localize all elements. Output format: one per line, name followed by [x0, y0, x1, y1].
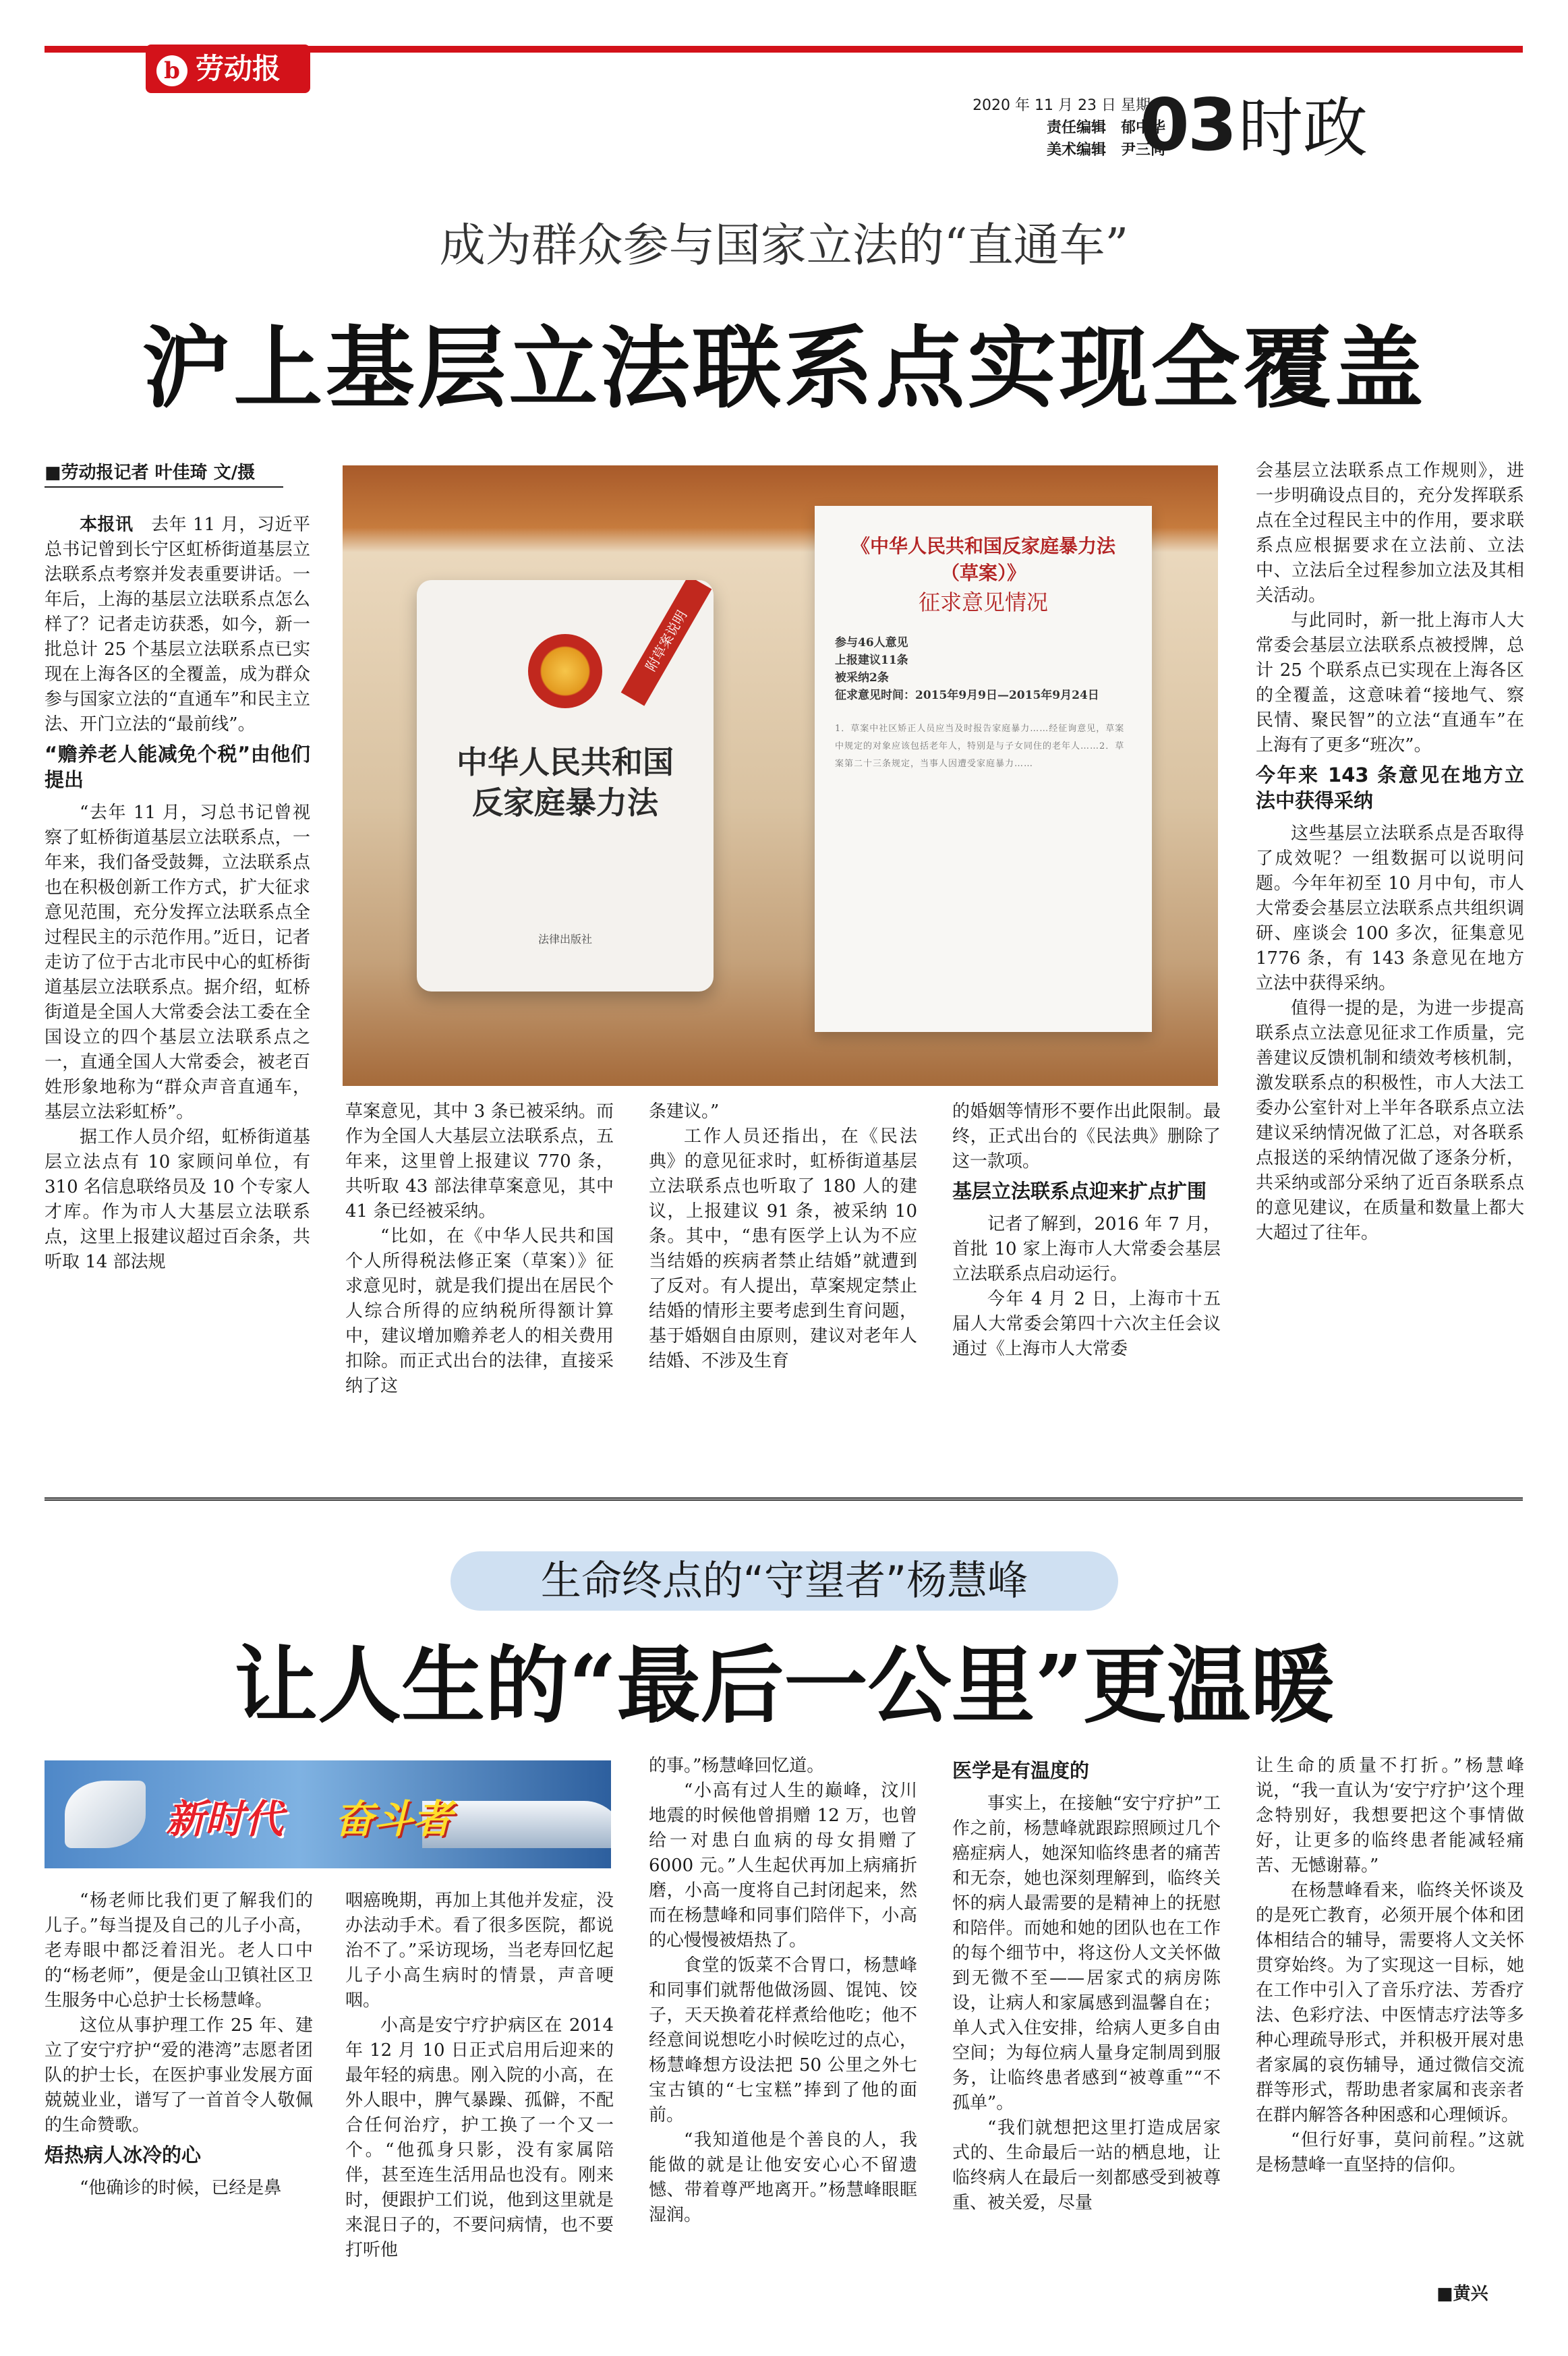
spacecraft-icon	[65, 1781, 146, 1848]
article2-col2	[345, 1889, 614, 2263]
paragraph: 草案意见，其中 3 条已被采纳。而作为全国人大基层立法联系点，五年来，这里曾上报建议 770 条，共听取 43 部法律草案意见，其中 41 条已经被采纳。	[345, 1101, 614, 1222]
book-title-line2: 反家庭暴力法	[472, 784, 658, 821]
page-section-name: 时政	[1238, 90, 1368, 166]
paragraph: 让生命的质量不打折。”杨慧峰说，“我一直认为‘安宁疗护’这个理念特别好，我想要把这个事情做好，让更多的临终患者能减轻痛苦、无憾谢幕。”	[1256, 1756, 1524, 1876]
paragraph: 值得一提的是，为进一步提高联系点立法意见征求工作质量，完善建议反馈机制和绩效考核机制，激发联系点的积极性，市人大法工委办公室针对上半年各联系点立法建议采纳情况做了汇总，对各联系点报送的采纳情况做了逐条分析，共采纳或部分采纳了近百条联系点的意见建议，在质量和数量上都大大超过了往年。	[1256, 998, 1524, 1243]
paragraph: 与此同时，新一批上海市人大常委会基层立法联系点被授牌，总计 25 个联系点已实现在上海各区的全覆盖，这意味着“接地气、察民情、聚民智”的立法“直通车”在上海有了更多“班次”。	[1256, 610, 1524, 755]
article2-col4	[952, 1754, 1221, 2216]
logo-text: 劳动报	[196, 52, 281, 85]
paragraph: 条建议。”	[649, 1101, 720, 1122]
article1-col5	[1256, 459, 1524, 1246]
paragraph: 事实上，在接触“安宁疗护”工作之前，杨慧峰就跟踪照顾过几个癌症病人，她深知临终患者的痛苦和无奈，她也深刻理解到，临终关怀的病人最需要的是精神上的抚慰和陪伴。而她和她的团队也在工作的每个细节中，将这份人文关怀做到无微不至——居家式的病房陈设，让病人和家属感到温馨自在；单人式入住安排，给病人更多自由空间；为每位病人量身定制周到服务，让临终患者感到“被尊重”“不孤单”。	[952, 1793, 1221, 2113]
series-banner	[45, 1760, 611, 1868]
paragraph: “小高有过人生的巅峰，汶川地震的时候他曾捐赠 12 万，也曾给一对患白血病的母女捐赠了 6000 元。”人生起伏再加上病痛折磨，小高一度将自己封闭起来，然而在杨慧峰和同事们陪伴下，小高的心慢慢被焐热了。	[649, 1781, 917, 1951]
editor-line: 责任编辑 郁中华	[1046, 119, 1165, 136]
paragraph: “我知道他是个善良的人，我能做的就是让他安安心心不留遗憾、带着尊严地离开。”杨慧峰眼眶湿润。	[649, 2130, 917, 2225]
paragraph: 据工作人员介绍，虹桥街道基层立法点有 10 家顾问单位，有 310 名信息联络员及 10 个专家人才库。作为市人大基层立法联系点，这里上报建议超过百余条，共听取 14 部法规	[45, 1127, 310, 1272]
lead-text: 去年 11 月，习近平总书记曾到长宁区虹桥街道基层立法联系点考察并发表重要讲话。一年后，上海的基层立法联系点怎么样了？记者走访获悉，如今，新一批总计 25 个基层立法联系点已实现在上海各区的全覆盖，成为群众参与国家立法的“直通车”和民主立法、开门立法的“最前线”。	[45, 515, 310, 735]
article2-col3	[649, 1754, 917, 2228]
logo-mark-icon: b	[156, 55, 187, 86]
article1-byline: ■劳动报记者 叶佳琦 文/摄	[45, 459, 283, 488]
paragraph: 工作人员还指出，在《民法典》的意见征求时，虹桥街道基层立法联系点也听取了 180 人的建议，上报建议 91 条，被采纳 10 条。其中，“患有医学上认为不应当结婚的疾病者禁止结婚”就遭到了反对。有人提出，草案规定禁止结婚的情形主要考虑到生育问题，基于婚姻自由原则，建议对老年人结婚、不涉及生育	[649, 1126, 917, 1371]
paragraph: 的事。”杨慧峰回忆道。	[649, 1756, 825, 1776]
paragraph: “杨老师比我们更了解我们的儿子。”每当提及自己的儿子小高，老寿眼中都泛着泪光。老人口中的“杨老师”，便是金山卫镇社区卫生服务中心总护士长杨慧峰。	[45, 1891, 313, 2011]
article2-author: ■黄兴	[1436, 2284, 1488, 2304]
comments-card	[815, 506, 1152, 1032]
card-line4: 征求意见时间：2015年9月9日—2015年9月24日	[835, 689, 1099, 702]
article1-col2	[345, 1099, 614, 1399]
card-line1: 参与46人意见	[835, 636, 908, 650]
paragraph: 今年 4 月 2 日，上海市十五届人大常委会第四十六次主任会议通过《上海市人大常委	[952, 1289, 1221, 1359]
card-body-text: 1．草案中社区矫正人员应当及时报告家庭暴力……经征询意见，草案中规定的对象应该包括老年人，特别是与子女同住的老年人……2．草案第二十三条规定，当事人因遭受家庭暴力……	[835, 724, 1125, 769]
paper-logo	[146, 45, 310, 93]
book-ribbon: 附草案说明	[621, 580, 712, 706]
paragraph: 小高是安宁疗护病区在 2014 年 12 月 10 日正式启用后迎来的最年轻的病患。刚入院的小高，在外人眼中，脾气暴躁、孤僻，不配合任何治疗，护工换了一个又一个。“他孤身只影，没有家属陪伴，甚至连生活用品也没有。刚来时，便跟护工们说，他到这里就是来混日子的，不要问病情，也不要打听他	[345, 2015, 614, 2260]
banner-left-text: 新时代	[166, 1796, 284, 1842]
dateline: 本报讯	[80, 515, 134, 535]
paragraph: “比如，在《中华人民共和国个人所得税法修正案（草案）》征求意见时，就是我们提出在居民个人综合所得的应纳税所得额计算中，建议增加赡养老人的相关费用扣除。而正式出台的法律，直接采纳了这	[345, 1226, 614, 1396]
subheading: 医学是有温度的	[952, 1759, 1090, 1782]
card-line3: 被采纳2条	[835, 671, 889, 685]
subheading: 今年来 143 条意见在地方立法中获得采纳	[1256, 764, 1524, 812]
article2-col1	[45, 1889, 313, 2201]
paragraph: 的婚姻等情形不要作出此限制。最终，正式出台的《民法典》删除了这一款项。	[952, 1101, 1221, 1172]
national-emblem-icon	[528, 634, 602, 708]
paragraph: “去年 11 月，习总书记曾视察了虹桥街道基层立法联系点，一年来，我们备受鼓舞，立法联系点也在积极创新工作方式，扩大征求意见范围，充分发挥立法联系点全过程民主的示范作用。”近日，记者走访了位于古北市民中心的虹桥街道基层立法联系点。据介绍，虹桥街道是全国人大常委会法工委在全国设立的四个基层立法联系点之一，直通全国人大常委会，被老百姓形象地称为“群众声音直通车，基层立法彩虹桥”。	[45, 803, 310, 1122]
subheading: “赡养老人能减免个税”由他们提出	[45, 743, 310, 791]
card-line2: 上报建议11条	[835, 654, 908, 667]
article1-kicker: 成为群众参与国家立法的“直通车”	[439, 219, 1129, 272]
paragraph: 咽癌晚期，再加上其他并发症，没办法动手术。看了很多医院，都说治不了。”采访现场，当老寿回忆起儿子小高生病时的情景，声音哽咽。	[345, 1891, 614, 2011]
lead-paragraph	[45, 513, 310, 737]
book-publisher: 法律出版社	[538, 933, 592, 946]
paragraph: “他确诊的时候，已经是鼻	[80, 2178, 282, 2198]
card-subtitle: 征求意见情况	[918, 590, 1048, 615]
paragraph: 这位从事护理工作 25 年、建立了安宁疗护“爱的港湾”志愿者团队的护士长，在医护事业发展方面兢兢业业，谱写了一首首令人敬佩的生命赞歌。	[45, 2015, 313, 2135]
paragraph: “但行好事，莫问前程。”这就是杨慧峰一直坚持的信仰。	[1256, 2130, 1524, 2175]
paragraph: 会基层立法联系点工作规则》，进一步明确设点目的，充分发挥联系点在全过程民主中的作用，要求联系点应根据要求在立法前、立法中、立法后全过程参加立法及其相关活动。	[1256, 461, 1524, 606]
article2-kicker: 生命终点的“守望者”杨慧峰	[451, 1551, 1118, 1611]
paragraph: “我们就想把这里打造成居家式的、生命最后一站的栖息地，让临终病人在最后一刻都感受到被尊重、被关爱，尽量	[952, 2118, 1221, 2213]
art-editor-line: 美术编辑 尹三同	[1046, 142, 1165, 159]
card-title: 《中华人民共和国反家庭暴力法（草案）》	[850, 535, 1115, 584]
book-title-line1: 中华人民共和国	[457, 744, 674, 780]
date-line: 2020 年 11 月 23 日 星期一	[972, 97, 1165, 114]
article1-col4	[952, 1099, 1221, 1362]
article2-headline: 让人生的“最后一公里”更温暖	[234, 1637, 1334, 1735]
article1-col1	[45, 513, 310, 1275]
law-book	[417, 580, 714, 992]
subheading: 基层立法联系点迎来扩点扩围	[952, 1180, 1207, 1203]
subheading: 焐热病人冰冷的心	[45, 2144, 202, 2166]
page-meta	[877, 94, 1165, 161]
paragraph: 记者了解到，2016 年 7 月，首批 10 家上海市人大常委会基层立法联系点启动运行。	[952, 1214, 1221, 1284]
article1-col3	[649, 1099, 917, 1374]
article1-photo	[343, 465, 1218, 1086]
banner-right-text: 奋斗者	[335, 1796, 453, 1842]
paragraph: 食堂的饭菜不合胃口，杨慧峰和同事们就帮他做汤圆、馄饨、饺子，天天换着花样煮给他吃；他不经意间说想吃小时候吃过的点心，杨慧峰想方设法把 50 公里之外七宝古镇的“七宝糕”捧到了他的面前。	[649, 1955, 917, 2125]
article-divider	[45, 1497, 1523, 1501]
paragraph: 在杨慧峰看来，临终关怀谈及的是死亡教育，必须开展个体和团体相结合的辅导，需要将人文关怀贯穿始终。为了实现这一目标，她在工作中引入了音乐疗法、芳香疗法、色彩疗法、中医情志疗法等多种心理疏导形式，并积极开展对患者家属的哀伤辅导，通过微信交流群等形式，帮助患者家属和丧亲者在群内解答各种困惑和心理倾诉。	[1256, 1880, 1524, 2125]
article2-col5	[1256, 1754, 1524, 2178]
page-number: 03	[1140, 84, 1236, 167]
paragraph: 这些基层立法联系点是否取得了成效呢？一组数据可以说明问题。今年年初至 10 月中旬，市人大常委会基层立法联系点共组织调研、座谈会 100 多次，征集意见 1776 条，有 143 条意见在地方立法中获得采纳。	[1256, 824, 1524, 994]
article1-headline: 沪上基层立法联系点实现全覆盖	[142, 316, 1426, 421]
